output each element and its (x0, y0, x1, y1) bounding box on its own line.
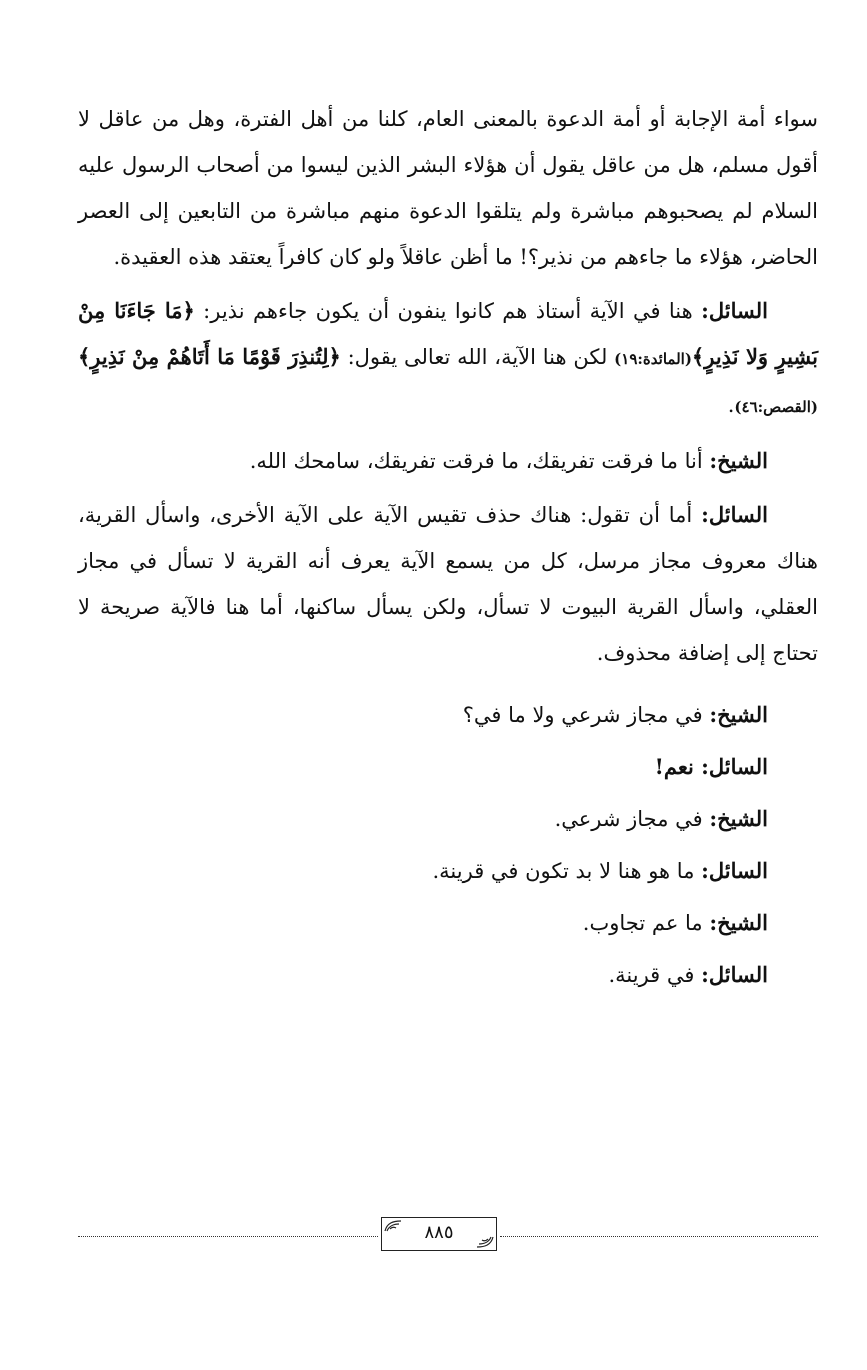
dialogue-text: . (727, 393, 735, 417)
paragraph-2 (78, 288, 818, 430)
speaker-label: الشيخ: (709, 702, 768, 727)
speaker-label: السائل: (701, 962, 768, 987)
speaker-label: الشيخ: (709, 806, 768, 831)
page-number: ٨٨٥ (424, 1222, 454, 1243)
paragraph-1: سواء أمة الإجابة أو أمة الدعوة بالمعنى العام، كلنا من أهل الفترة، وهل من عاقل لا أقول مسلم، هل من عاقل يقول أن هؤلاء البشر الذين ليسوا من أصحاب الرسول عليه السلام لم يصحبوهم مباشرة ولم يتلقوا الدعوة منهم مباشرة من التابعين إلى العصر الحاضر، هؤلاء ما جاءهم من نذير؟! ما أظن عاقلاً ولو كان كافراً يعتقد هذه العقيدة. (78, 107, 818, 269)
speaker-label: السائل: (701, 298, 768, 323)
dialogue-text: ما هو هنا لا بد تكون في قرينة. (432, 859, 702, 883)
dialogue-text: نعم! (654, 754, 702, 779)
dialogue-text: أنا ما فرقت تفريقك، ما فرقت تفريقك، سامحك الله. (249, 449, 710, 473)
dialogue-line (78, 952, 818, 998)
dialogue-text: في قرينة. (608, 963, 702, 987)
footer-dotted-rule (78, 1236, 378, 1237)
arabesque-corner-icon (476, 1236, 494, 1248)
dialogue-text: لكن هنا الآية، الله تعالى يقول: (340, 345, 615, 369)
page-number-frame (381, 1217, 497, 1251)
page-body (78, 96, 818, 998)
dialogue-line (78, 848, 818, 894)
dialogue-line (78, 692, 818, 738)
dialogue-text: في مجاز شرعي. (554, 807, 710, 831)
dialogue-text: في مجاز شرعي ولا ما في؟ (462, 703, 710, 727)
quran-verse: ﴿لِتُنذِرَ قَوْمًا مَا أَتَاهُمْ مِنْ نَذِيرٍ﴾ (78, 344, 341, 369)
dialogue-text: هنا في الآية أستاذ هم كانوا ينفون أن يكون جاءهم نذير: (194, 299, 702, 323)
footer-dotted-rule (500, 1236, 818, 1237)
dialogue-line (78, 900, 818, 946)
dialogue-text: أما أن تقول: هناك حذف تقيس الآية على الآية الأخرى، واسأل القرية، هناك معروف مجاز مرسل، كل من يسمع الآية يعرف أنه القرية لا تسأل في مجاز العقلي، واسأل القرية البيوت لا تسأل، ولكن يسأل ساكنها، أما هنا فالآية صريحة لا تحتاج إلى إضافة محذوف. (78, 503, 818, 665)
dialogue-line (78, 796, 818, 842)
paragraph-3 (78, 438, 818, 484)
dialogue-line (78, 744, 818, 790)
page-footer (78, 1215, 818, 1255)
verse-reference: (المائدة:١٩) (614, 350, 692, 368)
verse-reference: (القصص:٤٦) (734, 398, 818, 416)
paragraph-4 (78, 492, 818, 676)
speaker-label: السائل: (701, 502, 768, 527)
speaker-label: السائل: (701, 754, 768, 779)
speaker-label: الشيخ: (709, 910, 768, 935)
quran-verse: ﴿مَا جَاءَنَا مِنْ بَشِيرٍ وَلا نَذِيرٍ﴾ (78, 298, 818, 369)
speaker-label: الشيخ: (709, 448, 768, 473)
speaker-label: السائل: (701, 858, 768, 883)
dialogue-text: ما عم تجاوب. (582, 911, 710, 935)
